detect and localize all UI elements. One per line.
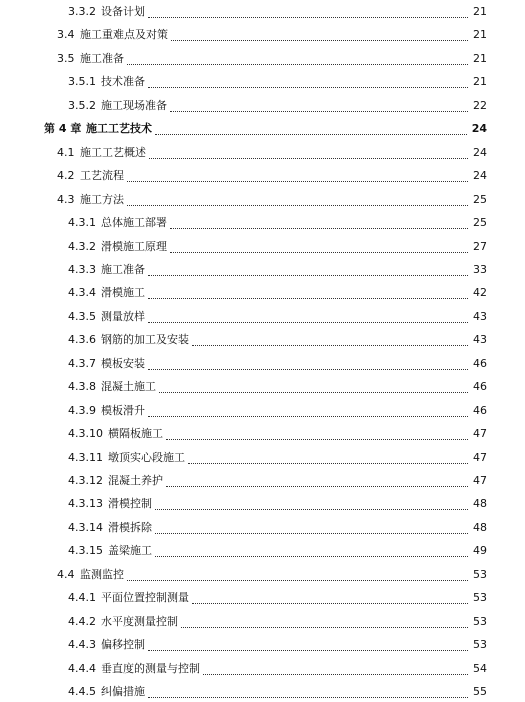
toc-number: 4.3.9 <box>68 403 96 417</box>
toc-chapter[interactable] <box>0 119 525 139</box>
toc-leader-dots <box>127 63 468 65</box>
toc-number: 3.4 <box>57 28 75 42</box>
toc-leader-dots <box>148 696 468 698</box>
toc-page-number: 46 <box>473 380 487 394</box>
toc-leader-dots <box>192 602 468 604</box>
toc-entry[interactable] <box>0 2 525 22</box>
toc-number: 4.4 <box>57 567 75 581</box>
toc-entry[interactable] <box>0 401 525 421</box>
toc-number: 4.3.13 <box>68 497 103 511</box>
toc-leader-dots <box>159 391 468 393</box>
toc-page-number: 43 <box>473 333 487 347</box>
toc-leader-dots <box>127 180 468 182</box>
toc-number: 4.2 <box>57 169 75 183</box>
toc-title: 偏移控制 <box>101 638 145 652</box>
toc-entry[interactable] <box>0 518 525 538</box>
toc-entry[interactable] <box>0 72 525 92</box>
toc-page-number: 47 <box>473 450 487 464</box>
toc-leader-dots <box>148 297 468 299</box>
toc-title: 横隔板施工 <box>108 427 163 441</box>
toc-number: 3.3.2 <box>68 5 96 18</box>
toc-title: 施工工艺概述 <box>80 145 146 159</box>
toc-entry[interactable] <box>0 96 525 116</box>
toc-entry[interactable] <box>0 448 525 468</box>
toc-entry[interactable] <box>0 307 525 327</box>
toc-entry[interactable] <box>0 377 525 397</box>
toc-page-number: 33 <box>473 262 487 276</box>
toc-title: 钢筋的加工及安装 <box>101 333 189 347</box>
toc-leader-dots <box>149 157 468 159</box>
toc-entry[interactable] <box>0 471 525 491</box>
toc-leader-dots <box>155 133 467 135</box>
toc-number: 3.5.2 <box>68 98 96 112</box>
toc-page-number: 24 <box>473 145 487 159</box>
toc-leader-dots <box>148 415 468 417</box>
toc-page-number: 46 <box>473 356 487 370</box>
toc-entry[interactable] <box>0 213 525 233</box>
toc-title: 纠偏措施 <box>101 685 145 699</box>
toc-leader-dots <box>203 673 468 675</box>
toc-entry[interactable] <box>0 330 525 350</box>
toc-title: 工艺流程 <box>80 169 124 183</box>
toc-title: 技术准备 <box>101 75 145 89</box>
toc-number: 4.4.2 <box>68 614 96 628</box>
toc-entry[interactable] <box>0 588 525 608</box>
toc-title: 施工准备 <box>101 262 145 276</box>
toc-title: 水平度测量控制 <box>101 614 178 628</box>
toc-leader-dots <box>155 508 468 510</box>
toc-title: 墩顶实心段施工 <box>108 450 185 464</box>
toc-leader-dots <box>148 86 468 88</box>
toc-leader-dots <box>148 649 468 651</box>
toc-leader-dots <box>181 626 468 628</box>
toc-title: 模板安装 <box>101 356 145 370</box>
toc-page-number: 49 <box>473 544 487 558</box>
toc-entry[interactable] <box>0 190 525 210</box>
toc-page-number: 24 <box>471 122 487 136</box>
toc-leader-dots <box>166 485 468 487</box>
toc-page-number: 48 <box>473 497 487 511</box>
toc-number: 3.5 <box>57 51 75 65</box>
toc-leader-dots <box>192 344 468 346</box>
toc-title: 混凝土养护 <box>108 474 163 487</box>
toc-number: 4.3.12 <box>68 474 103 487</box>
toc-number: 4.3.3 <box>68 262 96 276</box>
toc-page-number: 24 <box>473 169 487 183</box>
toc-title: 混凝土施工 <box>101 380 156 394</box>
toc-number: 4.3.1 <box>68 216 96 230</box>
toc-entry[interactable] <box>0 260 525 280</box>
toc-title: 盖梁施工 <box>108 544 152 558</box>
toc-page-number: 21 <box>473 5 487 18</box>
toc-page-number: 53 <box>473 591 487 605</box>
toc-number: 第 4 章 <box>44 122 82 136</box>
toc-page-number: 53 <box>473 638 487 652</box>
toc-entry[interactable] <box>0 659 525 679</box>
toc-page-number: 53 <box>473 614 487 628</box>
toc-number: 4.3.4 <box>68 286 96 300</box>
toc-leader-dots <box>155 532 468 534</box>
toc-page-number: 55 <box>473 685 487 699</box>
toc-entry[interactable] <box>0 143 525 163</box>
toc-title: 监测监控 <box>80 567 124 581</box>
toc-title: 模板滑升 <box>101 403 145 417</box>
toc-entry[interactable] <box>0 565 525 585</box>
toc-leader-dots <box>188 462 468 464</box>
toc-number: 4.3.15 <box>68 544 103 558</box>
toc-number: 4.3.10 <box>68 427 103 441</box>
toc-title: 施工工艺技术 <box>86 122 152 136</box>
toc-entry[interactable] <box>0 635 525 655</box>
toc-page-number: 53 <box>473 567 487 581</box>
toc-title: 施工现场准备 <box>101 98 167 112</box>
toc-number: 4.3.2 <box>68 239 96 253</box>
toc-page-number: 54 <box>473 661 487 675</box>
toc-number: 4.3.11 <box>68 450 103 464</box>
toc-number: 4.3.7 <box>68 356 96 370</box>
toc-title: 施工方法 <box>80 192 124 206</box>
toc-title: 施工准备 <box>80 51 124 65</box>
toc-page-number: 47 <box>473 474 487 487</box>
toc-entry[interactable] <box>0 166 525 186</box>
toc-leader-dots <box>171 39 468 41</box>
toc-leader-dots <box>148 16 468 18</box>
toc-leader-dots <box>127 204 468 206</box>
toc-title: 测量放样 <box>101 309 145 323</box>
toc-title: 平面位置控制测量 <box>101 591 189 605</box>
toc-title: 施工重难点及对策 <box>80 28 168 42</box>
toc-title: 滑模控制 <box>108 497 152 511</box>
toc-entry[interactable] <box>0 49 525 69</box>
toc-number: 4.4.1 <box>68 591 96 605</box>
toc-page-number: 21 <box>473 75 487 89</box>
toc-number: 4.4.4 <box>68 661 96 675</box>
toc-page-number: 47 <box>473 427 487 441</box>
toc-page-number: 25 <box>473 192 487 206</box>
toc-title: 设备计划 <box>101 5 145 18</box>
toc-leader-dots <box>155 555 468 557</box>
toc-leader-dots <box>148 274 468 276</box>
toc-number: 3.5.1 <box>68 75 96 89</box>
toc-entry[interactable] <box>0 25 525 45</box>
toc-number: 4.3 <box>57 192 75 206</box>
toc-title: 滑模施工原理 <box>101 239 167 253</box>
toc-page-number: 46 <box>473 403 487 417</box>
toc-page-number: 25 <box>473 216 487 230</box>
toc-number: 4.3.5 <box>68 309 96 323</box>
toc-entry[interactable] <box>0 682 525 702</box>
toc-entry[interactable] <box>0 424 525 444</box>
toc-number: 4.1 <box>57 145 75 159</box>
toc-page-number: 43 <box>473 309 487 323</box>
toc-number: 4.4.3 <box>68 638 96 652</box>
toc-number: 4.3.8 <box>68 380 96 394</box>
toc-page-number: 21 <box>473 28 487 42</box>
toc-entry[interactable] <box>0 283 525 303</box>
toc-leader-dots <box>148 368 468 370</box>
toc-page-number: 42 <box>473 286 487 300</box>
toc-entry[interactable] <box>0 612 525 632</box>
toc-page-number: 48 <box>473 520 487 534</box>
toc-leader-dots <box>166 438 468 440</box>
toc-title: 滑模拆除 <box>108 520 152 534</box>
toc-entry[interactable] <box>0 237 525 257</box>
toc-entry[interactable] <box>0 354 525 374</box>
toc-entry[interactable] <box>0 494 525 514</box>
toc-title: 总体施工部署 <box>101 216 167 230</box>
toc-number: 4.4.5 <box>68 685 96 699</box>
toc-leader-dots <box>170 110 468 112</box>
toc-leader-dots <box>127 579 468 581</box>
toc-page-number: 21 <box>473 51 487 65</box>
toc-entry[interactable] <box>0 541 525 561</box>
toc-page-number: 27 <box>473 239 487 253</box>
toc-leader-dots <box>170 227 468 229</box>
toc-title: 滑模施工 <box>101 286 145 300</box>
toc-page-number: 22 <box>473 98 487 112</box>
toc-number: 4.3.6 <box>68 333 96 347</box>
toc-number: 4.3.14 <box>68 520 103 534</box>
toc-leader-dots <box>170 251 468 253</box>
toc-title: 垂直度的测量与控制 <box>101 661 200 675</box>
toc-leader-dots <box>148 321 468 323</box>
